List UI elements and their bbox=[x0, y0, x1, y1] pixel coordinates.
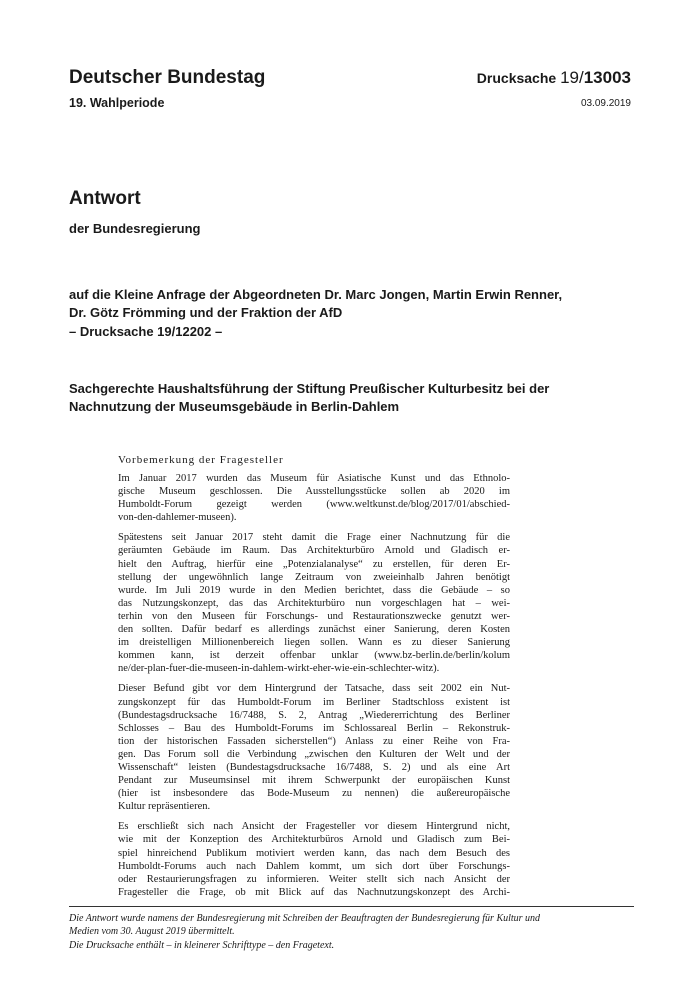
preamble-heading: Vorbemerkung der Fragesteller bbox=[118, 454, 284, 466]
text-line: Pendant zur Museumsinsel mit ihrem Schwerpunkt der europäischen Kunst bbox=[118, 775, 510, 787]
text-line: im dreistelligen Millionenbereich liegen sollen. Wann es zu dieser Sanierung bbox=[118, 637, 510, 649]
text-line: den sollten. Dafür bedarf es allerdings zunächst einer Sanierung, deren Kosten bbox=[118, 624, 510, 636]
text-line: geräumten Gebäude im Raum. Das Architekturbüro Arnold und Gladisch er- bbox=[118, 545, 510, 557]
text-line: das Nutzungskonzept, das das Architekturbüro nun vorgeschlagen hat – wei- bbox=[118, 597, 510, 609]
subject-line: Sachgerechte Haushaltsführung der Stiftung Preußischer Kulturbesitz bei der bbox=[69, 381, 550, 396]
preamble-paragraph bbox=[118, 682, 510, 813]
footer-divider bbox=[69, 906, 634, 907]
text-line: von-den-dahlemer-museen). bbox=[118, 512, 237, 524]
text-line: Humboldt-Forums auch nach Dahlem kommt, um sich dort über Forschungs- bbox=[118, 860, 510, 872]
text-line: Schlosses – Bau des Humboldt-Forums im Schlossareal Berlin – Rekonstruk- bbox=[118, 722, 510, 734]
request-line: Dr. Götz Frömming und der Fraktion der AfD bbox=[69, 305, 343, 321]
preamble-paragraph bbox=[118, 820, 510, 899]
answer-heading bbox=[69, 187, 200, 239]
typeface-note: Die Drucksache enthält – in kleinerer Schrifttype – den Fragetext. bbox=[69, 940, 335, 951]
text-line: gische Museum geschlossen. Die Ausstellungsstücke sollen ab 2020 im bbox=[118, 486, 510, 498]
text-line: zungskonzept für das Humboldt-Forum im Berliner Stadtschloss existent ist bbox=[118, 696, 510, 708]
document-header-right bbox=[477, 66, 631, 114]
text-line: Fragesteller die Frage, ob mit Blick auf das Nachnutzungskonzept des Archi- bbox=[118, 886, 510, 898]
legislative-period: 19. Wahlperiode bbox=[69, 96, 165, 110]
text-line: oder Restaurierungsfragen zu informieren. Weiter stellt sich nach Ansicht der bbox=[118, 873, 510, 885]
drucksache-reference bbox=[477, 66, 631, 90]
text-line: terhin von den Museen für Forschungs- und Restaurationszwecke genutzt wer- bbox=[118, 610, 510, 622]
text-line: tion der historischen Fassaden sicherstellen“) Anlass zu einer Reihe von Fra- bbox=[118, 735, 510, 747]
text-line: Wissenschaft“ leisten (Bundestagsdrucksache 16/7488, S. 2) und als eine Art bbox=[118, 761, 510, 773]
question-preamble bbox=[118, 452, 510, 906]
text-line: (hier ist insbesondere das Bode-Museum zu nennen) die außereuropäische bbox=[118, 788, 510, 800]
transmission-note: Medien vom 30. August 2019 übermittelt. bbox=[69, 925, 235, 937]
text-line: Im Januar 2017 wurden das Museum für Asiatische Kunst und das Ethnolo- bbox=[118, 473, 510, 484]
text-line: wie mit der Konzeption des Architekturbüros Arnold und Gladisch zum Bei- bbox=[118, 834, 510, 846]
text-line: spiel hinreichend Publikum motiviert werden kann, das nach dem Besuch des bbox=[118, 847, 510, 859]
text-line: wurde. Im Juli 2019 wurde in den Medien berichtet, dass die Gebäude – so bbox=[118, 584, 510, 596]
request-line: – Drucksache 19/12202 – bbox=[69, 323, 223, 339]
text-line: hielt den Auftrag, hierfür eine „Potenzialanalyse“ zu erstellen, für deren Er- bbox=[118, 558, 510, 570]
text-line: Kultur repräsentieren. bbox=[118, 801, 211, 813]
text-line: ne/der-plan-fuer-die-museen-in-dahlem-wirkt-eher-wie-ein-schlechter-witz). bbox=[118, 663, 440, 675]
document-date: 03.09.2019 bbox=[580, 98, 631, 109]
text-line: Es erschließt sich nach Ansicht der Fragesteller vor diesem Hintergrund nicht, bbox=[118, 821, 510, 833]
text-line: Spätestens seit Januar 2017 steht damit die Frage einer Nachnutzung für die bbox=[118, 532, 510, 544]
text-line: gen. Das Forum soll die Verbindung „zwischen den Kulturen der Welt und der bbox=[118, 748, 510, 760]
subject-title bbox=[69, 380, 634, 417]
drucksache-label: Drucksache bbox=[476, 70, 557, 86]
text-line: Humboldt-Forum gezeigt werden (www.weltkunst.de/blog/2017/01/abschied- bbox=[118, 499, 510, 511]
preamble-paragraph bbox=[118, 531, 510, 675]
request-reference bbox=[69, 286, 634, 341]
institution-name: Deutscher Bundestag bbox=[69, 67, 266, 88]
text-line: (Bundestagsdrucksache 16/7488, S. 2, Antrag „Wiedererrichtung des Berliner bbox=[118, 709, 510, 721]
text-line: Dieser Befund gibt vor dem Hintergrund der Tatsache, dass seit 2002 ein Nut- bbox=[118, 683, 510, 695]
drucksache-period: 19/ bbox=[560, 68, 584, 87]
document-header-left bbox=[69, 66, 265, 113]
footer-notes bbox=[69, 913, 634, 953]
text-line: kommen kann, ist derzeit offenbar unklar (www.bz-berlin.de/berlin/kolum bbox=[118, 650, 510, 662]
transmission-note: Die Antwort wurde namens der Bundesregierung mit Schreiben der Beauftragten der Bundesregierung für Kultur und bbox=[69, 913, 541, 924]
subject-line: Nachnutzung der Museumsgebäude in Berlin-Dahlem bbox=[69, 399, 400, 415]
answer-title: Antwort bbox=[69, 188, 141, 209]
answer-subtitle: der Bundesregierung bbox=[69, 221, 201, 236]
preamble-paragraph bbox=[118, 472, 510, 524]
drucksache-number: 13003 bbox=[583, 68, 631, 87]
request-line: auf die Kleine Anfrage der Abgeordneten Dr. Marc Jongen, Martin Erwin Renner, bbox=[69, 287, 563, 302]
text-line: stellung der ungewöhnlich lange Zeitraum von zweieinhalb Jahren benötigt bbox=[118, 571, 510, 583]
